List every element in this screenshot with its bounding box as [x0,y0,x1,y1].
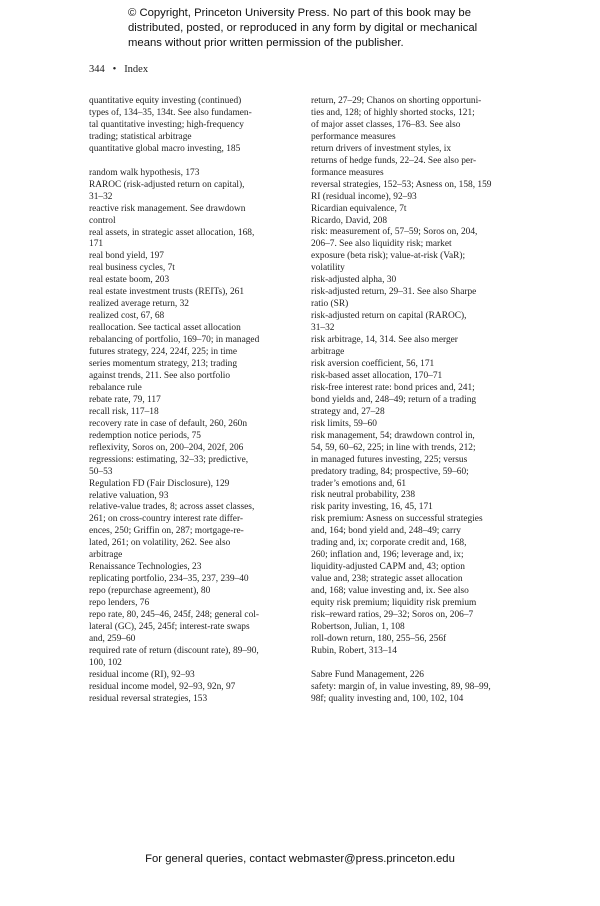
index-entry-line: risk parity investing, 16, 45, 171 [311,502,433,513]
index-entry [89,502,321,562]
index-entry-line: recall risk, 117–18 [89,406,159,417]
index-entry-line: safety: margin of, in value investing, 89, 98–99, [311,681,491,692]
index-entry-line: risk-adjusted alpha, 30 [311,275,397,286]
index-entry-line: roll-down return, 180, 255–56, 256f [311,633,447,644]
index-entry-line: residual income model, 92–93, 92n, 97 [89,681,236,692]
index-entry-line: real estate investment trusts (REITs), 261 [89,287,245,298]
index-entry [89,168,321,180]
index-entry [311,156,547,180]
index-entry-line: relative valuation, 93 [89,490,169,501]
index-entry-line: random walk hypothesis, 173 [89,167,200,178]
index-entry [311,96,547,144]
index-entry [311,490,547,502]
index-entry-line: bond yields and, 248–49; return of a trading [311,394,477,405]
index-entry-line: and, 164; bond yield and, 248–49; carry [311,526,461,537]
index-column-left [89,96,321,706]
index-entry [311,419,547,431]
index-entry [89,610,321,646]
index-entry [89,299,321,311]
index-entry-line: in managed futures investing, 225; versus [311,454,468,465]
index-entry [89,443,321,455]
index-entry [89,251,321,263]
index-entry-line: return, 27–29; Chanos on shorting opportuni- [311,96,482,106]
index-entry [311,144,547,156]
index-entry [89,335,321,395]
index-entry [311,275,547,287]
index-entry [89,562,321,574]
index-entry-line: reallocation. See tactical asset allocation [89,323,241,334]
index-entry [311,216,547,228]
index-entry-line: replicating portfolio, 234–35, 237, 239–40 [89,574,249,585]
index-entry-line: trading and, ix; corporate credit and, 168, [311,538,467,549]
index-entry-line: RI (residual income), 92–93 [311,191,417,202]
index-entry [89,694,321,706]
index-entry-line: realized cost, 67, 68 [89,311,165,322]
index-entry-line: risk aversion coefficient, 56, 171 [311,358,435,369]
copyright-line: means without prior written permission of the publisher. [128,37,404,49]
index-entry-line: 54, 59, 60–62, 225; in line with trends, 212; [311,442,476,453]
index-entry-line: arbitrage [89,550,123,561]
index-entry [89,323,321,335]
index-entry-line: quantitative global macro investing, 185 [89,143,241,154]
index-entry-line: and, 259–60 [89,633,136,644]
index-entry [311,383,547,419]
index-entry [311,682,547,706]
index-entry [89,431,321,443]
index-column-right [311,96,547,706]
index-entry-line: relative-value trades, 8; across asset classes, [89,502,255,513]
index-entry [311,180,547,192]
index-entry [89,682,321,694]
index-entry-line: of major asset classes, 176–83. See also [311,119,461,130]
index-entry [89,646,321,670]
index-entry-line: real bond yield, 197 [89,251,164,262]
index-entry [311,311,547,335]
index-entry [311,335,547,359]
index-entry-line: predatory trading, 84; prospective, 59–60; [311,466,469,477]
copyright-notice [128,6,488,51]
index-entry-line: Rubin, Robert, 313–14 [311,645,397,656]
index-entry-line: value and, 238; strategic asset allocation [311,574,463,585]
index-entry [89,419,321,431]
header-separator: • [112,64,117,75]
copyright-line: distributed, posted, or reproduced in any form by digital or mechanical [128,22,478,34]
index-entry-line: lateral (GC), 245, 245f; interest-rate swaps [89,621,250,632]
index-entry-line: 31–32 [89,191,113,202]
index-entry-line: risk limits, 59–60 [311,418,377,429]
index-entry-line: risk: measurement of, 57–59; Soros on, 204, [311,227,478,238]
index-entry-line: risk management, 54; drawdown control in, [311,430,475,441]
index-entry-line: types of, 134–35, 134t. See also fundamen- [89,107,252,118]
index-entry-line: Robertson, Julian, 1, 108 [311,621,405,632]
index-entry [311,634,547,646]
index-entry-line: against trends, 211. See also portfolio [89,370,231,381]
index-entry-line: Regulation FD (Fair Disclosure), 129 [89,478,230,489]
index-entry-line: recovery rate in case of default, 260, 260n [89,418,248,429]
index-entry [89,287,321,299]
index-entry [89,180,321,204]
index-entry-line: 261; on cross-country interest rate differ- [89,514,244,525]
index-entry-line: rebalance rule [89,382,142,393]
index-entry-line: risk-free interest rate: bond prices and, 241; [311,382,475,393]
index-entry-line: risk arbitrage, 14, 314. See also merger [311,335,458,346]
index-entry-line: risk–reward ratios, 29–32; Soros on, 206–7 [311,609,474,620]
index-entry-line: repo lenders, 76 [89,598,150,609]
index-entry [89,311,321,323]
index-entry-line: ties and, 128; of highly shorted stocks, 121; [311,107,475,118]
index-entry-line: 260; inflation and, 196; leverage and, ix; [311,550,464,561]
index-entry [89,574,321,586]
index-entry-line: volatility [311,263,345,274]
index-entry [89,491,321,503]
index-entry [89,479,321,491]
index-entry-line: trader’s emotions and, 61 [311,478,407,489]
index-entry-line: liquidity-adjusted CAPM and, 43; option [311,562,465,573]
index-entry [89,670,321,682]
index-entry-line: Ricardo, David, 208 [311,215,388,226]
index-entry [311,622,547,634]
index-entry [311,502,547,514]
index-entry [311,431,547,491]
index-entry-line: rebate rate, 79, 117 [89,394,161,405]
index-entry-line: 50–53 [89,466,113,477]
index-entry-line: real estate boom, 203 [89,275,170,286]
letter-group-gap [89,156,321,168]
index-entry-line: exposure (beta risk); value-at-risk (VaR); [311,251,466,262]
index-entry-line: residual reversal strategies, 153 [89,693,208,704]
index-entry-line: strategy and, 27–28 [311,406,385,417]
index-entry-line: risk-based asset allocation, 170–71 [311,370,443,381]
index-entry [89,407,321,419]
index-entry [311,610,547,622]
index-entry-line: Sabre Fund Management, 226 [311,669,424,680]
index-entry [311,192,547,204]
index-entry [89,144,321,156]
copyright-line: © Copyright, Princeton University Press. No part of this book may be [128,7,471,19]
index-entry-line: futures strategy, 224, 224f, 225; in time [89,347,238,358]
index-entry-line: Renaissance Technologies, 23 [89,562,202,573]
index-entry-line: ences, 250; Griffin on, 287; mortgage-re- [89,526,244,537]
index-entry-line: regressions: estimating, 32–33; predictive, [89,454,249,465]
index-entry-line: repo (repurchase agreement), 80 [89,586,211,597]
index-entry-line: lated, 261; on volatility, 262. See also [89,538,231,549]
index-entry [89,598,321,610]
index-entry [311,670,547,682]
index-entry-line: reactive risk management. See drawdown [89,203,246,214]
index-entry-line: Ricardian equivalence, 7t [311,203,407,214]
index-entry-line: equity risk premium; liquidity risk premium [311,598,477,609]
index-entry-line: residual income (RI), 92–93 [89,669,195,680]
index-entry-line: reflexivity, Soros on, 200–204, 202f, 206 [89,442,244,453]
index-entry-line: 206–7. See also liquidity risk; market [311,239,452,250]
index-entry-line: 100, 102 [89,657,122,668]
letter-group-gap [311,658,547,670]
index-entry-line: risk-adjusted return on capital (RAROC), [311,311,467,322]
running-header [89,64,148,75]
index-entry-line: realized average return, 32 [89,299,189,310]
index-entry-line: risk neutral probability, 238 [311,490,416,501]
index-entry-line: control [89,215,116,226]
index-entry-line: series momentum strategy, 213; trading [89,359,238,370]
index-entry-line: quantitative equity investing (continued) [89,96,242,106]
index-entry [89,263,321,275]
index-entry-line: real business cycles, 7t [89,263,175,274]
index-entry-line: return drivers of investment styles, ix [311,143,452,154]
index-entry-line: repo rate, 80, 245–46, 245f, 248; general col- [89,610,259,621]
section-title: Index [124,64,149,75]
index-entry-line: rebalancing of portfolio, 169–70; in managed [89,335,260,346]
page-number: 344 [89,64,105,75]
index-entry-line: risk-adjusted return, 29–31. See also Sharpe [311,287,477,298]
index-entry-line: required rate of return (discount rate), 89–90, [89,645,259,656]
index-entry-line: risk premium: Asness on successful strategies [311,514,483,525]
index-entry [89,395,321,407]
index-entry [311,204,547,216]
index-entry [311,227,547,275]
index-entry-line: 98f; quality investing and, 100, 102, 104 [311,693,464,704]
index-entry-line: returns of hedge funds, 22–24. See also per- [311,155,477,166]
index-entry [89,96,321,144]
index-entry [311,371,547,383]
index-entry-line: redemption notice periods, 75 [89,430,201,441]
index-entry-line: reversal strategies, 152–53; Asness on, 158, 159 [311,179,492,190]
index-entry-line: and, 168; value investing and, ix. See also [311,586,469,597]
index-entry-line: real assets, in strategic asset allocation, 168, [89,227,255,238]
footer-contact: For general queries, contact webmaster@press.princeton.edu [145,853,455,865]
index-entry-line: ratio (SR) [311,299,349,310]
index-entry [311,514,547,610]
index-entry [311,646,547,658]
index-entry [89,228,321,252]
index-entry [311,359,547,371]
index-entry-line: trading; statistical arbitrage [89,131,192,142]
index-entry [89,275,321,287]
index-entry-line: tal quantitative investing; high-frequency [89,119,244,130]
index-entry-line: performance measures [311,131,396,142]
index-entry [89,204,321,228]
index-entry-line: RAROC (risk-adjusted return on capital), [89,179,245,190]
index-entry-line: 31–32 [311,323,335,334]
index-entry-line: formance measures [311,167,384,178]
index-entry-line: 171 [89,239,104,250]
index-entry [89,586,321,598]
index-entry-line: arbitrage [311,347,345,358]
index-entry [311,287,547,311]
index-entry [89,455,321,479]
